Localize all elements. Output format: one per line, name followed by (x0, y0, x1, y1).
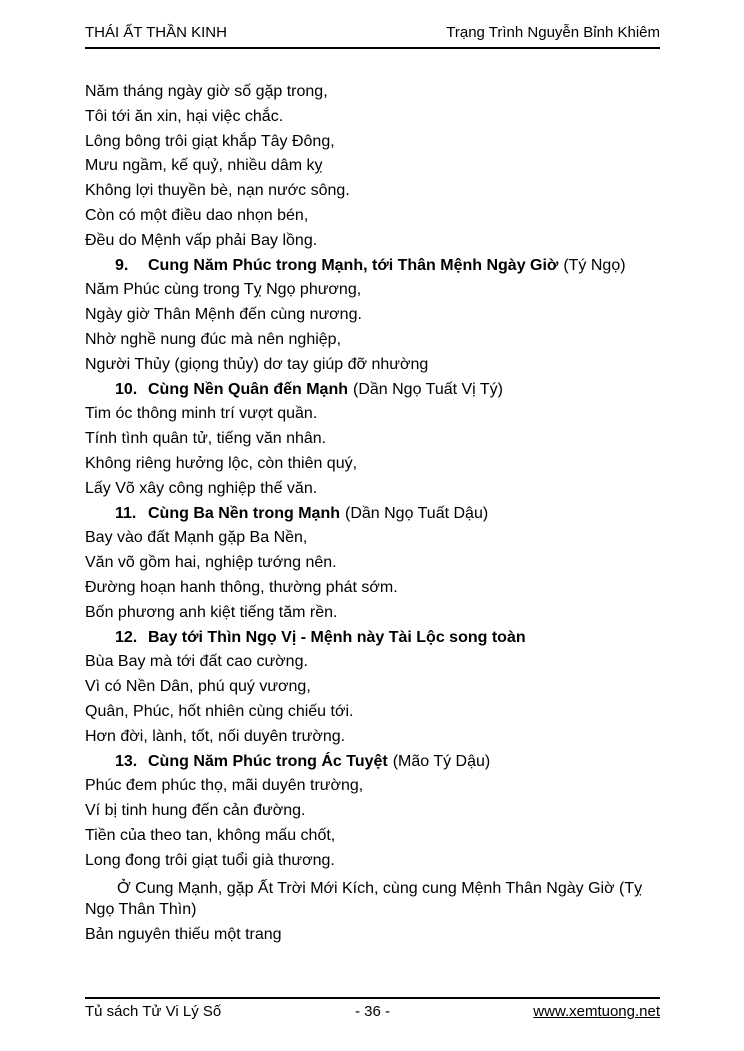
verse-line: Bay vào đất Mạnh gặp Ba Nền, (85, 529, 308, 547)
page-content (85, 80, 660, 947)
verse-line: Đường hoạn hanh thông, thường phát sớm. (85, 578, 398, 596)
footer-series-title: Tủ sách Tử Vi Lý Số (85, 1003, 222, 1020)
header-book-title: THÁI ẤT THẦN KINH (85, 24, 227, 41)
heading-number: 10. (115, 380, 138, 398)
verse-line: Mưu ngầm, kế quỷ, nhiều dâm kỵ (85, 157, 323, 175)
verse-line: Không lợi thuyền bè, nạn nước sông. (85, 182, 350, 200)
heading-title: Cùng Ba Nền trong Mạnh (148, 504, 340, 522)
heading-subtitle: (Dần Ngọ Tuất Vị Tý) (353, 380, 503, 398)
section-heading (85, 626, 660, 651)
verse-line: Văn võ gồm hai, nghiệp tướng nên. (85, 554, 337, 572)
verse-line: Tiền của theo tan, không mấu chốt, (85, 826, 336, 844)
heading-subtitle: (Tý Ngọ) (563, 256, 626, 274)
verse-line: Lông bông trôi giạt khắp Tây Đông, (85, 132, 335, 150)
verse-line: Long đong trôi giạt tuổi già thương. (85, 851, 335, 869)
verse-line: Tính tình quân tử, tiếng văn nhân. (85, 430, 327, 448)
verse-line: Tim óc thông minh trí vượt quần. (85, 405, 318, 423)
verse-line: Vì có Nền Dân, phú quý vương, (85, 678, 311, 696)
heading-title: Cung Năm Phúc trong Mạnh, tới Thân Mệnh Ngày Giờ (148, 256, 559, 274)
section-heading (85, 254, 660, 279)
heading-number: 13. (115, 752, 138, 770)
heading-number: 12. (115, 628, 138, 646)
verse-line: Còn có một điều dao nhọn bén, (85, 206, 309, 224)
heading-title: Cùng Nền Quân đến Mạnh (148, 380, 348, 398)
section-heading (85, 750, 660, 775)
footer-page-number: - 36 - (355, 1003, 391, 1020)
section-heading (85, 378, 660, 403)
verse-line: Đều do Mệnh vấp phải Bay lồng. (85, 231, 318, 249)
verse-line: Ví bị tinh hung đến cản đường. (85, 802, 306, 820)
heading-title: Bay tới Thìn Ngọ Vị - Mệnh này Tài Lộc song toàn (148, 628, 526, 646)
heading-subtitle: (Dần Ngọ Tuất Dậu) (344, 504, 489, 522)
heading-number: 11. (115, 504, 137, 522)
verse-line: Năm Phúc cùng trong Tỵ Ngọ phương, (85, 281, 362, 299)
section-heading (85, 502, 660, 527)
closing-paragraph: Ở Cung Mạnh, gặp Ất Trời Mới Kích, cùng cung Mệnh Thân Ngày Giờ (Tỵ Ngọ Thân Thìn) (85, 879, 643, 918)
verse-line: Bốn phương anh kiệt tiếng tăm rền. (85, 603, 338, 621)
verse-line: Ngày giờ Thân Mệnh đến cùng nương. (85, 306, 362, 324)
page-header (85, 24, 660, 49)
footer-website-link[interactable]: www.xemtuong.net (533, 1003, 661, 1020)
verse-line: Quân, Phúc, hốt nhiên cùng chiếu tới. (85, 702, 354, 720)
verse-line: Năm tháng ngày giờ số gặp trong, (85, 83, 328, 100)
header-author: Trạng Trình Nguyễn Bỉnh Khiêm (446, 24, 660, 41)
heading-number: 9. (115, 256, 129, 274)
page-footer (85, 997, 660, 1020)
missing-page-note: Bản nguyên thiếu một trang (85, 925, 282, 943)
verse-line: Hơn đời, lành, tốt, nối duyên trường. (85, 727, 346, 745)
verse-line: Nhờ nghề nung đúc mà nên nghiệp, (85, 330, 342, 348)
verse-line: Phúc đem phúc thọ, mãi duyên trường, (85, 777, 364, 795)
verse-line: Lấy Võ xây công nghiệp thế văn. (85, 479, 318, 497)
verse-line: Người Thủy (giọng thủy) dơ tay giúp đỡ nhường (85, 355, 429, 373)
verse-line: Tôi tới ăn xin, hại việc chắc. (85, 107, 284, 125)
verse-line: Không riêng hưởng lộc, còn thiên quý, (85, 454, 358, 472)
heading-subtitle: (Mão Tý Dậu) (392, 752, 491, 770)
verse-line: Bùa Bay mà tới đất cao cường. (85, 653, 308, 671)
heading-title: Cùng Năm Phúc trong Ác Tuyệt (148, 752, 388, 770)
